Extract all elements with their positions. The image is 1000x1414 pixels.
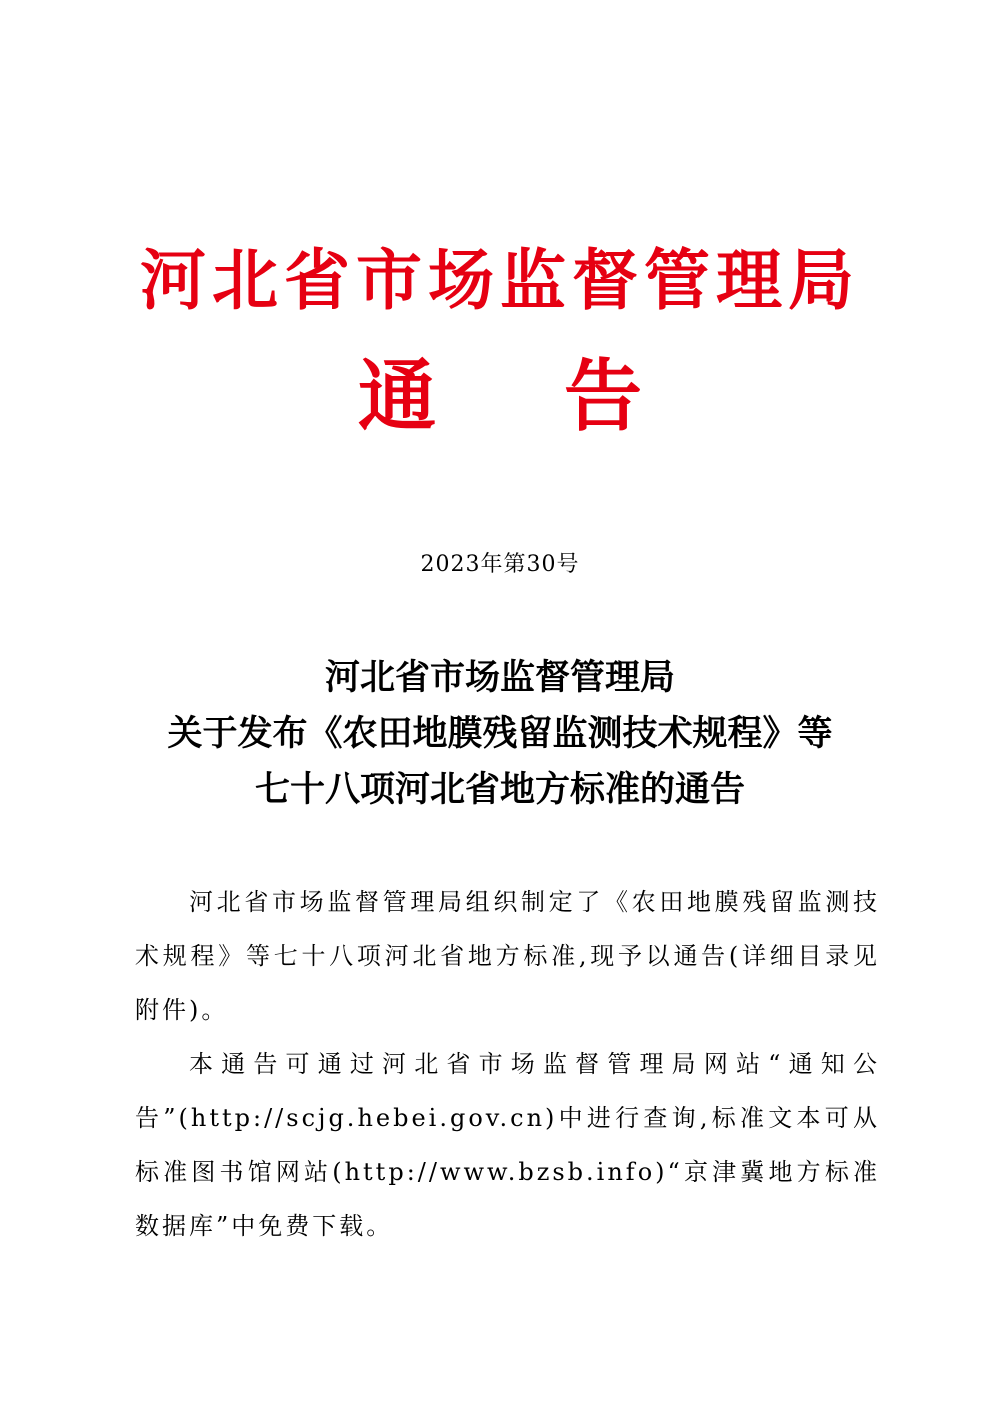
document-number: 2023年第30号 [420,552,580,577]
document-body [135,875,880,1253]
document-title [0,650,1000,818]
title-line-2: 关于发布《农田地膜残留监测技术规程》等 [167,713,833,754]
body-paragraph-1: 河北省市场监督管理局组织制定了《农田地膜残留监测技术规程》等七十八项河北省地方标准,现予以通告(详细目录见附件)。 [135,888,880,1024]
body-paragraph-2: 本通告可通过河北省市场监督管理局网站“通知公告”(http://scjg.hebei.gov.cn)中进行查询,标准文本可从标准图书馆网站(http://www.bzsb.info)“京津冀地方标准数据库”中免费下载。 [135,1050,880,1240]
title-line-1: 河北省市场监督管理局 [324,657,675,698]
masthead-type-char-1: 通 [357,351,436,442]
masthead-document-type [0,352,1000,442]
masthead-organization: 河北省市场监督管理局 [140,241,860,319]
title-line-3: 七十八项河北省地方标准的通告 [254,769,745,810]
masthead-type-char-2: 告 [564,351,643,442]
